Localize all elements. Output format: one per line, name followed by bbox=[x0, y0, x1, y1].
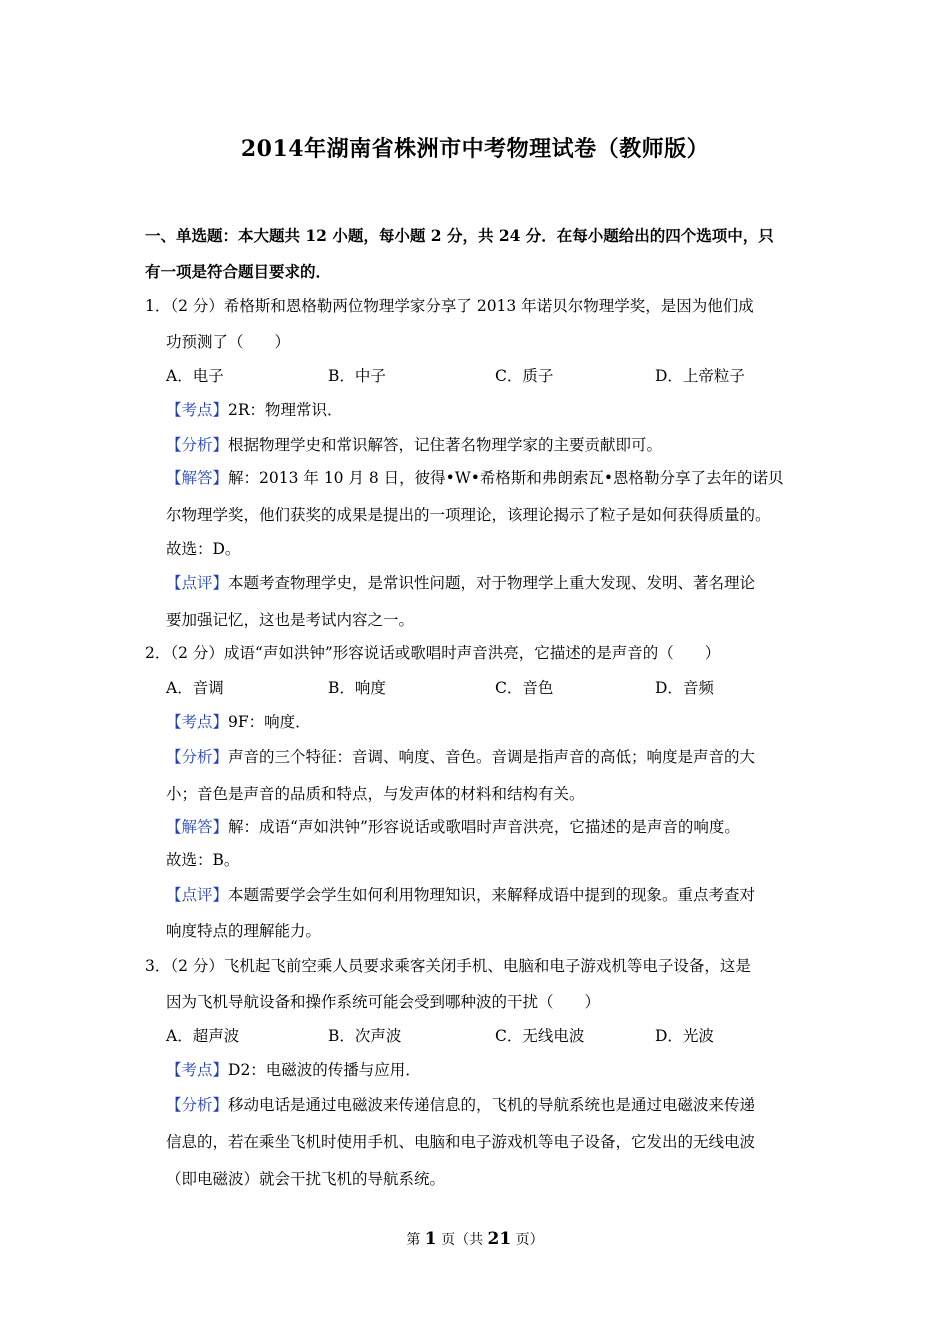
q1-kaodian bbox=[166, 398, 343, 420]
q1-kaodian-text: 2R：物理常识． bbox=[228, 401, 343, 419]
q1-dianping-line-2: 要加强记忆，这也是考试内容之一。 bbox=[166, 611, 415, 629]
q2-kaodian bbox=[166, 710, 311, 732]
q2-fenxi-text-1: 声音的三个特征：音调、响度、音色。音调是指声音的高低；响度是声音的大 bbox=[228, 748, 756, 766]
page-footer bbox=[0, 1229, 950, 1249]
footer-page-number: 1 bbox=[424, 1229, 437, 1249]
q2-jieda-text-1: 解：成语“声如洪钟”形容说话或歌唱时声音洪亮，它描述的是声音的响度。 bbox=[228, 818, 740, 836]
q2-dianping-line-2: 响度特点的理解能力。 bbox=[166, 922, 322, 940]
kaodian-label: 【考点】 bbox=[166, 1061, 229, 1079]
q1-option-d: D．上帝粒子 bbox=[655, 367, 745, 385]
kaodian-label: 【考点】 bbox=[166, 713, 229, 731]
q1-jieda-line-2: 尔物理学奖，他们获奖的成果是提出的一项理论，该理论揭示了粒子是如何获得质量的。 bbox=[166, 506, 771, 524]
q3-kaodian-text: D2：电磁波的传播与应用． bbox=[228, 1061, 421, 1079]
q3-fenxi-line-3: （即电磁波）就会干扰飞机的导航系统。 bbox=[166, 1170, 446, 1188]
q1-jieda-line-1 bbox=[166, 466, 784, 488]
q3-option-b: B．次声波 bbox=[328, 1027, 402, 1045]
section-heading-line-2: 有一项是符合题目要求的． bbox=[145, 262, 332, 281]
q2-dianping-line-1 bbox=[166, 883, 755, 905]
q1-jieda-text-1: 解：2013 年 10 月 8 日，彼得•W•希格斯和弗朗索瓦•恩格勒分享了去年的诺贝 bbox=[228, 469, 784, 487]
q1-stem-line-2: 功预测了（ ） bbox=[166, 333, 291, 351]
q3-fenxi-line-2: 信息的，若在乘坐飞机时使用手机、电脑和电子游戏机等电子设备，它发出的无线电波 bbox=[166, 1133, 756, 1151]
q1-jieda-line-3: 故选：D。 bbox=[166, 540, 241, 558]
dianping-label: 【点评】 bbox=[166, 574, 229, 592]
footer-total-pages: 21 bbox=[487, 1229, 512, 1249]
q2-stem-line-1: 2．（2 分）成语“声如洪钟”形容说话或歌唱时声音洪亮，它描述的是声音的（ ） bbox=[145, 644, 721, 662]
section-heading bbox=[145, 218, 815, 290]
q3-fenxi-line-1 bbox=[166, 1093, 755, 1115]
q2-kaodian-text: 9F：响度． bbox=[228, 713, 311, 731]
dianping-label: 【点评】 bbox=[166, 886, 229, 904]
section-heading-line-1: 一、单选题：本大题共 12 小题，每小题 2 分，共 24 分．在每小题给出的四个选项中，只 bbox=[145, 226, 774, 245]
q1-fenxi-text: 根据物理学史和常识解答，记住著名物理学家的主要贡献即可。 bbox=[228, 436, 663, 454]
page-title: 2014年湖南省株洲市中考物理试卷（教师版） bbox=[240, 136, 710, 162]
kaodian-label: 【考点】 bbox=[166, 401, 229, 419]
fenxi-label: 【分析】 bbox=[166, 436, 229, 454]
q2-dianping-text-1: 本题需要学会学生如何利用物理知识，来解释成语中提到的现象。重点考查对 bbox=[228, 886, 756, 904]
q1-option-c: C．质子 bbox=[495, 367, 554, 385]
q2-option-d: D．音频 bbox=[655, 679, 714, 697]
q3-kaodian bbox=[166, 1058, 421, 1080]
q3-stem-line-1: 3．（2 分）飞机起飞前空乘人员要求乘客关闭手机、电脑和电子游戏机等电子设备，这是 bbox=[145, 957, 751, 975]
footer-suffix: 页） bbox=[515, 1232, 544, 1248]
q3-option-c: C．无线电波 bbox=[495, 1027, 585, 1045]
q2-option-a: A．音调 bbox=[166, 679, 224, 697]
q3-fenxi-text-1: 移动电话是通过电磁波来传递信息的，飞机的导航系统也是通过电磁波来传递 bbox=[228, 1096, 756, 1114]
footer-prefix: 第 bbox=[406, 1232, 421, 1248]
q3-stem-line-2: 因为飞机导航设备和操作系统可能会受到哪种波的干扰（ ） bbox=[166, 993, 601, 1011]
q1-stem-line-1: 1．（2 分）希格斯和恩格勒两位物理学家分享了 2013 年诺贝尔物理学奖，是因为他们成 bbox=[145, 297, 754, 315]
q2-option-b: B．响度 bbox=[328, 679, 386, 697]
q1-option-b: B．中子 bbox=[328, 367, 386, 385]
q1-dianping-text-1: 本题考查物理学史，是常识性问题，对于物理学上重大发现、发明、著名理论 bbox=[228, 574, 756, 592]
jieda-label: 【解答】 bbox=[166, 469, 229, 487]
q1-option-a: A．电子 bbox=[166, 367, 224, 385]
q2-option-c: C．音色 bbox=[495, 679, 554, 697]
fenxi-label: 【分析】 bbox=[166, 1096, 229, 1114]
q1-dianping-line-1 bbox=[166, 571, 755, 593]
q2-fenxi-line-1 bbox=[166, 745, 755, 767]
q3-option-d: D．光波 bbox=[655, 1027, 714, 1045]
jieda-label: 【解答】 bbox=[166, 818, 229, 836]
footer-middle: 页（共 bbox=[441, 1232, 484, 1248]
q3-option-a: A．超声波 bbox=[166, 1027, 240, 1045]
fenxi-label: 【分析】 bbox=[166, 748, 229, 766]
q1-fenxi bbox=[166, 433, 662, 455]
q2-fenxi-line-2: 小；音色是声音的品质和特点，与发声体的材料和结构有关。 bbox=[166, 785, 585, 803]
q2-jieda-line-2: 故选：B。 bbox=[166, 851, 240, 869]
q2-jieda-line-1 bbox=[166, 815, 740, 837]
